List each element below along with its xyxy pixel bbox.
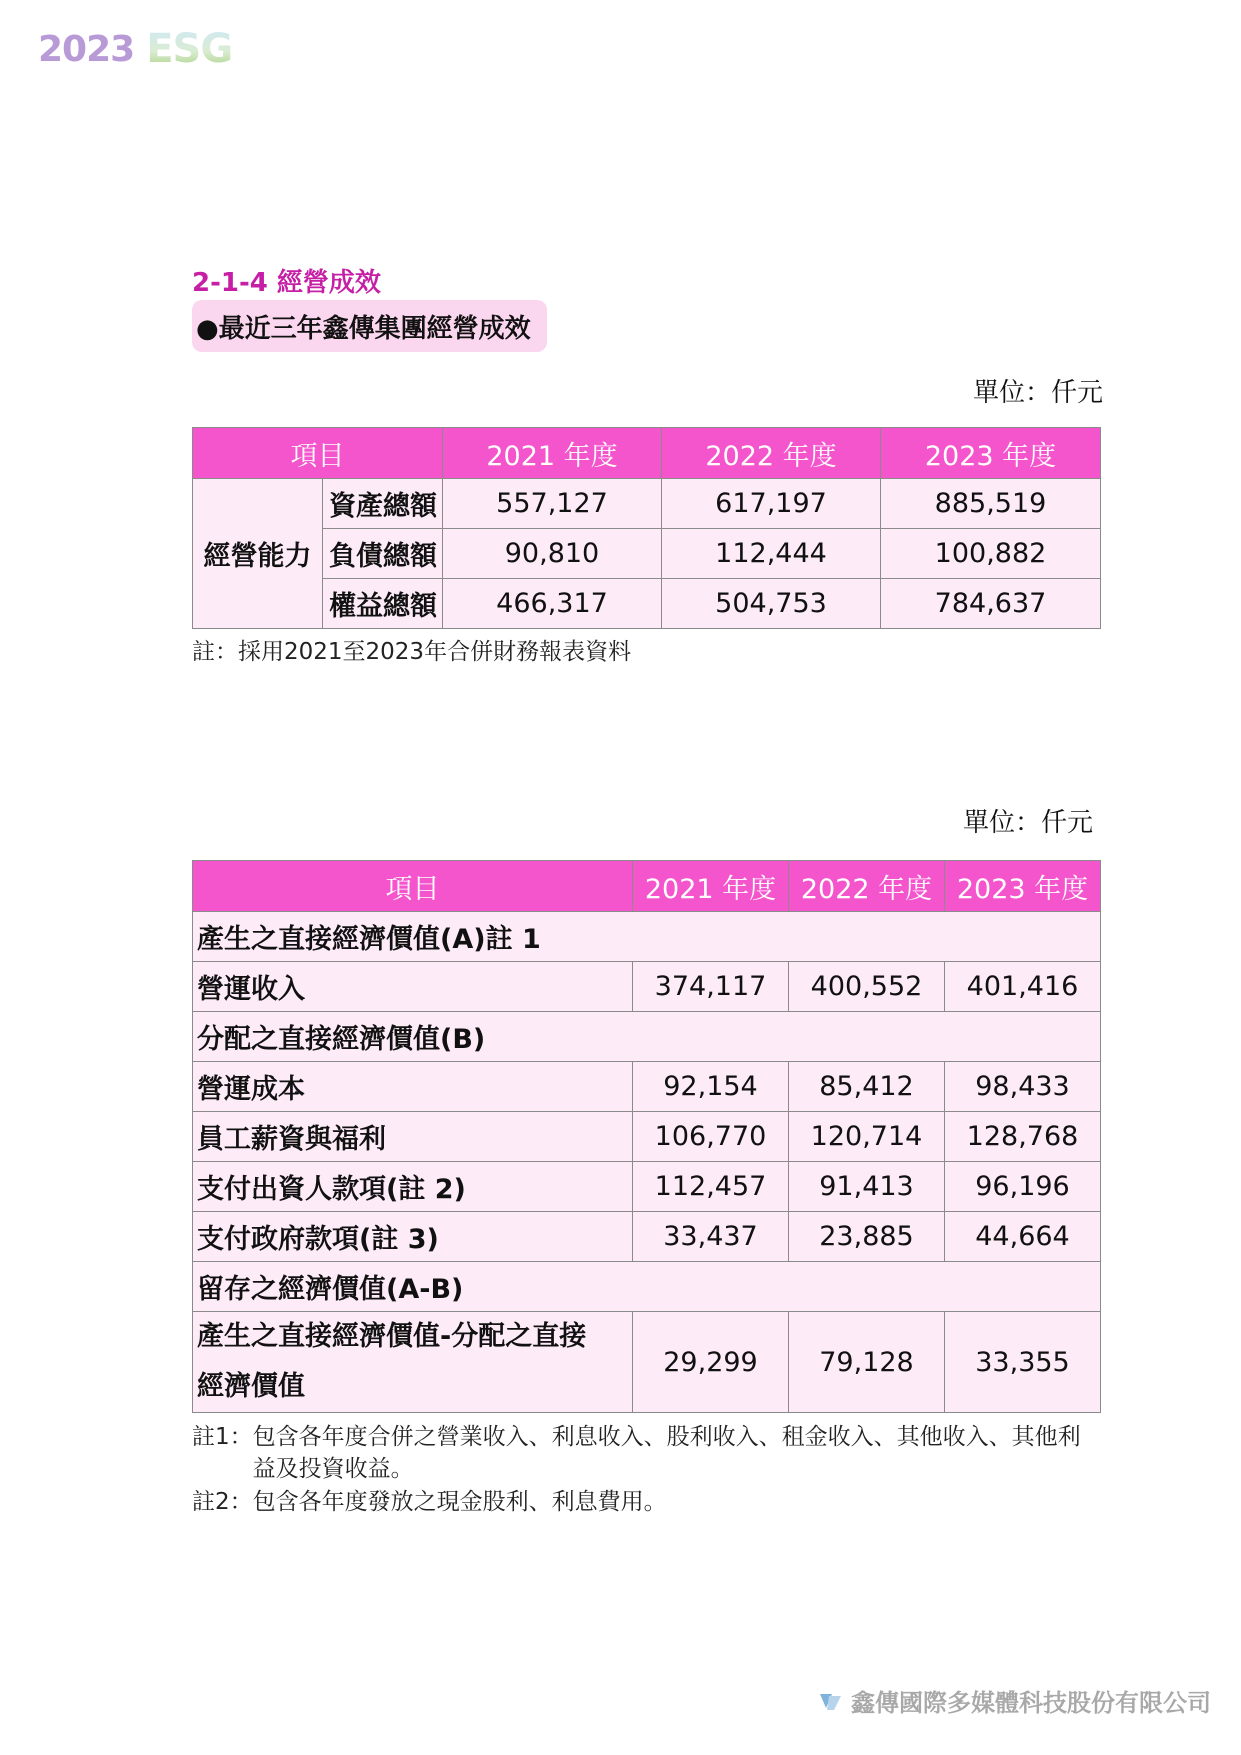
cell-value: 29,299 bbox=[633, 1312, 789, 1413]
table-row bbox=[193, 1162, 1101, 1212]
cell-value: 100,882 bbox=[881, 529, 1101, 579]
cell-value: 128,768 bbox=[945, 1112, 1101, 1162]
row-label-line1: 產生之直接經濟價值-分配之直接 bbox=[197, 1321, 587, 1352]
cell-value: 90,810 bbox=[443, 529, 662, 579]
cell-value: 85,412 bbox=[789, 1062, 945, 1112]
footnote-2 bbox=[192, 1486, 667, 1518]
table-row bbox=[193, 479, 1101, 529]
row-label: 支付政府款項(註 3) bbox=[193, 1212, 633, 1262]
section-label-b: 分配之直接經濟價值(B) bbox=[193, 1012, 1101, 1062]
cell-value: 96,196 bbox=[945, 1162, 1101, 1212]
logo-year: 2023 bbox=[38, 28, 135, 70]
table2-unit: 單位：仟元 bbox=[962, 808, 1093, 838]
row-label: 營運成本 bbox=[193, 1062, 633, 1112]
cell-value: 112,444 bbox=[662, 529, 881, 579]
cell-value: 112,457 bbox=[633, 1162, 789, 1212]
row-label: 員工薪資與福利 bbox=[193, 1112, 633, 1162]
company-name: 鑫傳國際多媒體科技股份有限公司 bbox=[851, 1689, 1211, 1717]
economic-value-table bbox=[192, 860, 1101, 1413]
header-item: 項目 bbox=[193, 861, 633, 912]
footer bbox=[817, 1683, 1211, 1718]
header-2023: 2023 年度 bbox=[945, 861, 1101, 912]
cell-value: 466,317 bbox=[443, 579, 662, 629]
table1-unit: 單位：仟元 bbox=[972, 378, 1103, 408]
section-label-c: 留存之經濟價值(A-B) bbox=[193, 1262, 1101, 1312]
row-label: 權益總額 bbox=[323, 579, 443, 629]
table-row bbox=[193, 1212, 1101, 1262]
section-label-a: 產生之直接經濟價值(A)註 1 bbox=[193, 912, 1101, 962]
table-row bbox=[193, 962, 1101, 1012]
footnote-2-text: 包含各年度發放之現金股利、利息費用。 bbox=[252, 1489, 667, 1515]
table-header-row bbox=[193, 861, 1101, 912]
table-row bbox=[193, 1312, 1101, 1413]
table-row bbox=[193, 1112, 1101, 1162]
header-2021: 2021 年度 bbox=[633, 861, 789, 912]
row-label: 營運收入 bbox=[193, 962, 633, 1012]
row-label: 負債總額 bbox=[323, 529, 443, 579]
cell-value: 79,128 bbox=[789, 1312, 945, 1413]
cell-value: 91,413 bbox=[789, 1162, 945, 1212]
cell-value: 374,117 bbox=[633, 962, 789, 1012]
row-label: 支付出資人款項(註 2) bbox=[193, 1162, 633, 1212]
cell-value: 98,433 bbox=[945, 1062, 1101, 1112]
logo-esg: ESG bbox=[146, 26, 233, 72]
cell-value: 120,714 bbox=[789, 1112, 945, 1162]
cell-value: 106,770 bbox=[633, 1112, 789, 1162]
cell-value: 401,416 bbox=[945, 962, 1101, 1012]
table-row bbox=[193, 1062, 1101, 1112]
cell-value: 784,637 bbox=[881, 579, 1101, 629]
section-title: 2-1-4 經營成效 bbox=[192, 268, 381, 298]
cell-value: 885,519 bbox=[881, 479, 1101, 529]
row-label: 資產總額 bbox=[323, 479, 443, 529]
cell-value: 92,154 bbox=[633, 1062, 789, 1112]
section-row bbox=[193, 1262, 1101, 1312]
report-logo bbox=[38, 26, 232, 72]
cell-value: 504,753 bbox=[662, 579, 881, 629]
table1-note: 註：採用2021至2023年合併財務報表資料 bbox=[192, 639, 632, 665]
cell-value: 23,885 bbox=[789, 1212, 945, 1262]
section-row bbox=[193, 912, 1101, 962]
table-row bbox=[193, 579, 1101, 629]
row-label-line2: 經濟價值 bbox=[197, 1371, 305, 1402]
cell-value: 617,197 bbox=[662, 479, 881, 529]
group-label: 經營能力 bbox=[193, 479, 323, 629]
table-header-row bbox=[193, 428, 1101, 479]
header-2022: 2022 年度 bbox=[789, 861, 945, 912]
cell-value: 44,664 bbox=[945, 1212, 1101, 1262]
cell-value: 400,552 bbox=[789, 962, 945, 1012]
cell-value: 33,355 bbox=[945, 1312, 1101, 1413]
subsection-title bbox=[192, 300, 547, 352]
footnote-1-label: 註1： bbox=[192, 1424, 253, 1450]
row-label bbox=[193, 1312, 633, 1413]
footnote-1-text: 包含各年度合併之營業收入、利息收入、股利收入、租金收入、其他收入、其他利益及投資收益。 bbox=[252, 1424, 1081, 1482]
footnote-2-label: 註2： bbox=[192, 1489, 253, 1515]
header-item: 項目 bbox=[193, 428, 443, 479]
header-2022: 2022 年度 bbox=[662, 428, 881, 479]
section-row bbox=[193, 1012, 1101, 1062]
subsection-title-text: ●最近三年鑫傳集團經營成效 bbox=[196, 313, 531, 344]
operating-capability-table bbox=[192, 427, 1101, 629]
footnote-1 bbox=[192, 1421, 1102, 1485]
company-logo-icon bbox=[817, 1688, 843, 1714]
cell-value: 557,127 bbox=[443, 479, 662, 529]
table-row bbox=[193, 529, 1101, 579]
header-2023: 2023 年度 bbox=[881, 428, 1101, 479]
header-2021: 2021 年度 bbox=[443, 428, 662, 479]
cell-value: 33,437 bbox=[633, 1212, 789, 1262]
